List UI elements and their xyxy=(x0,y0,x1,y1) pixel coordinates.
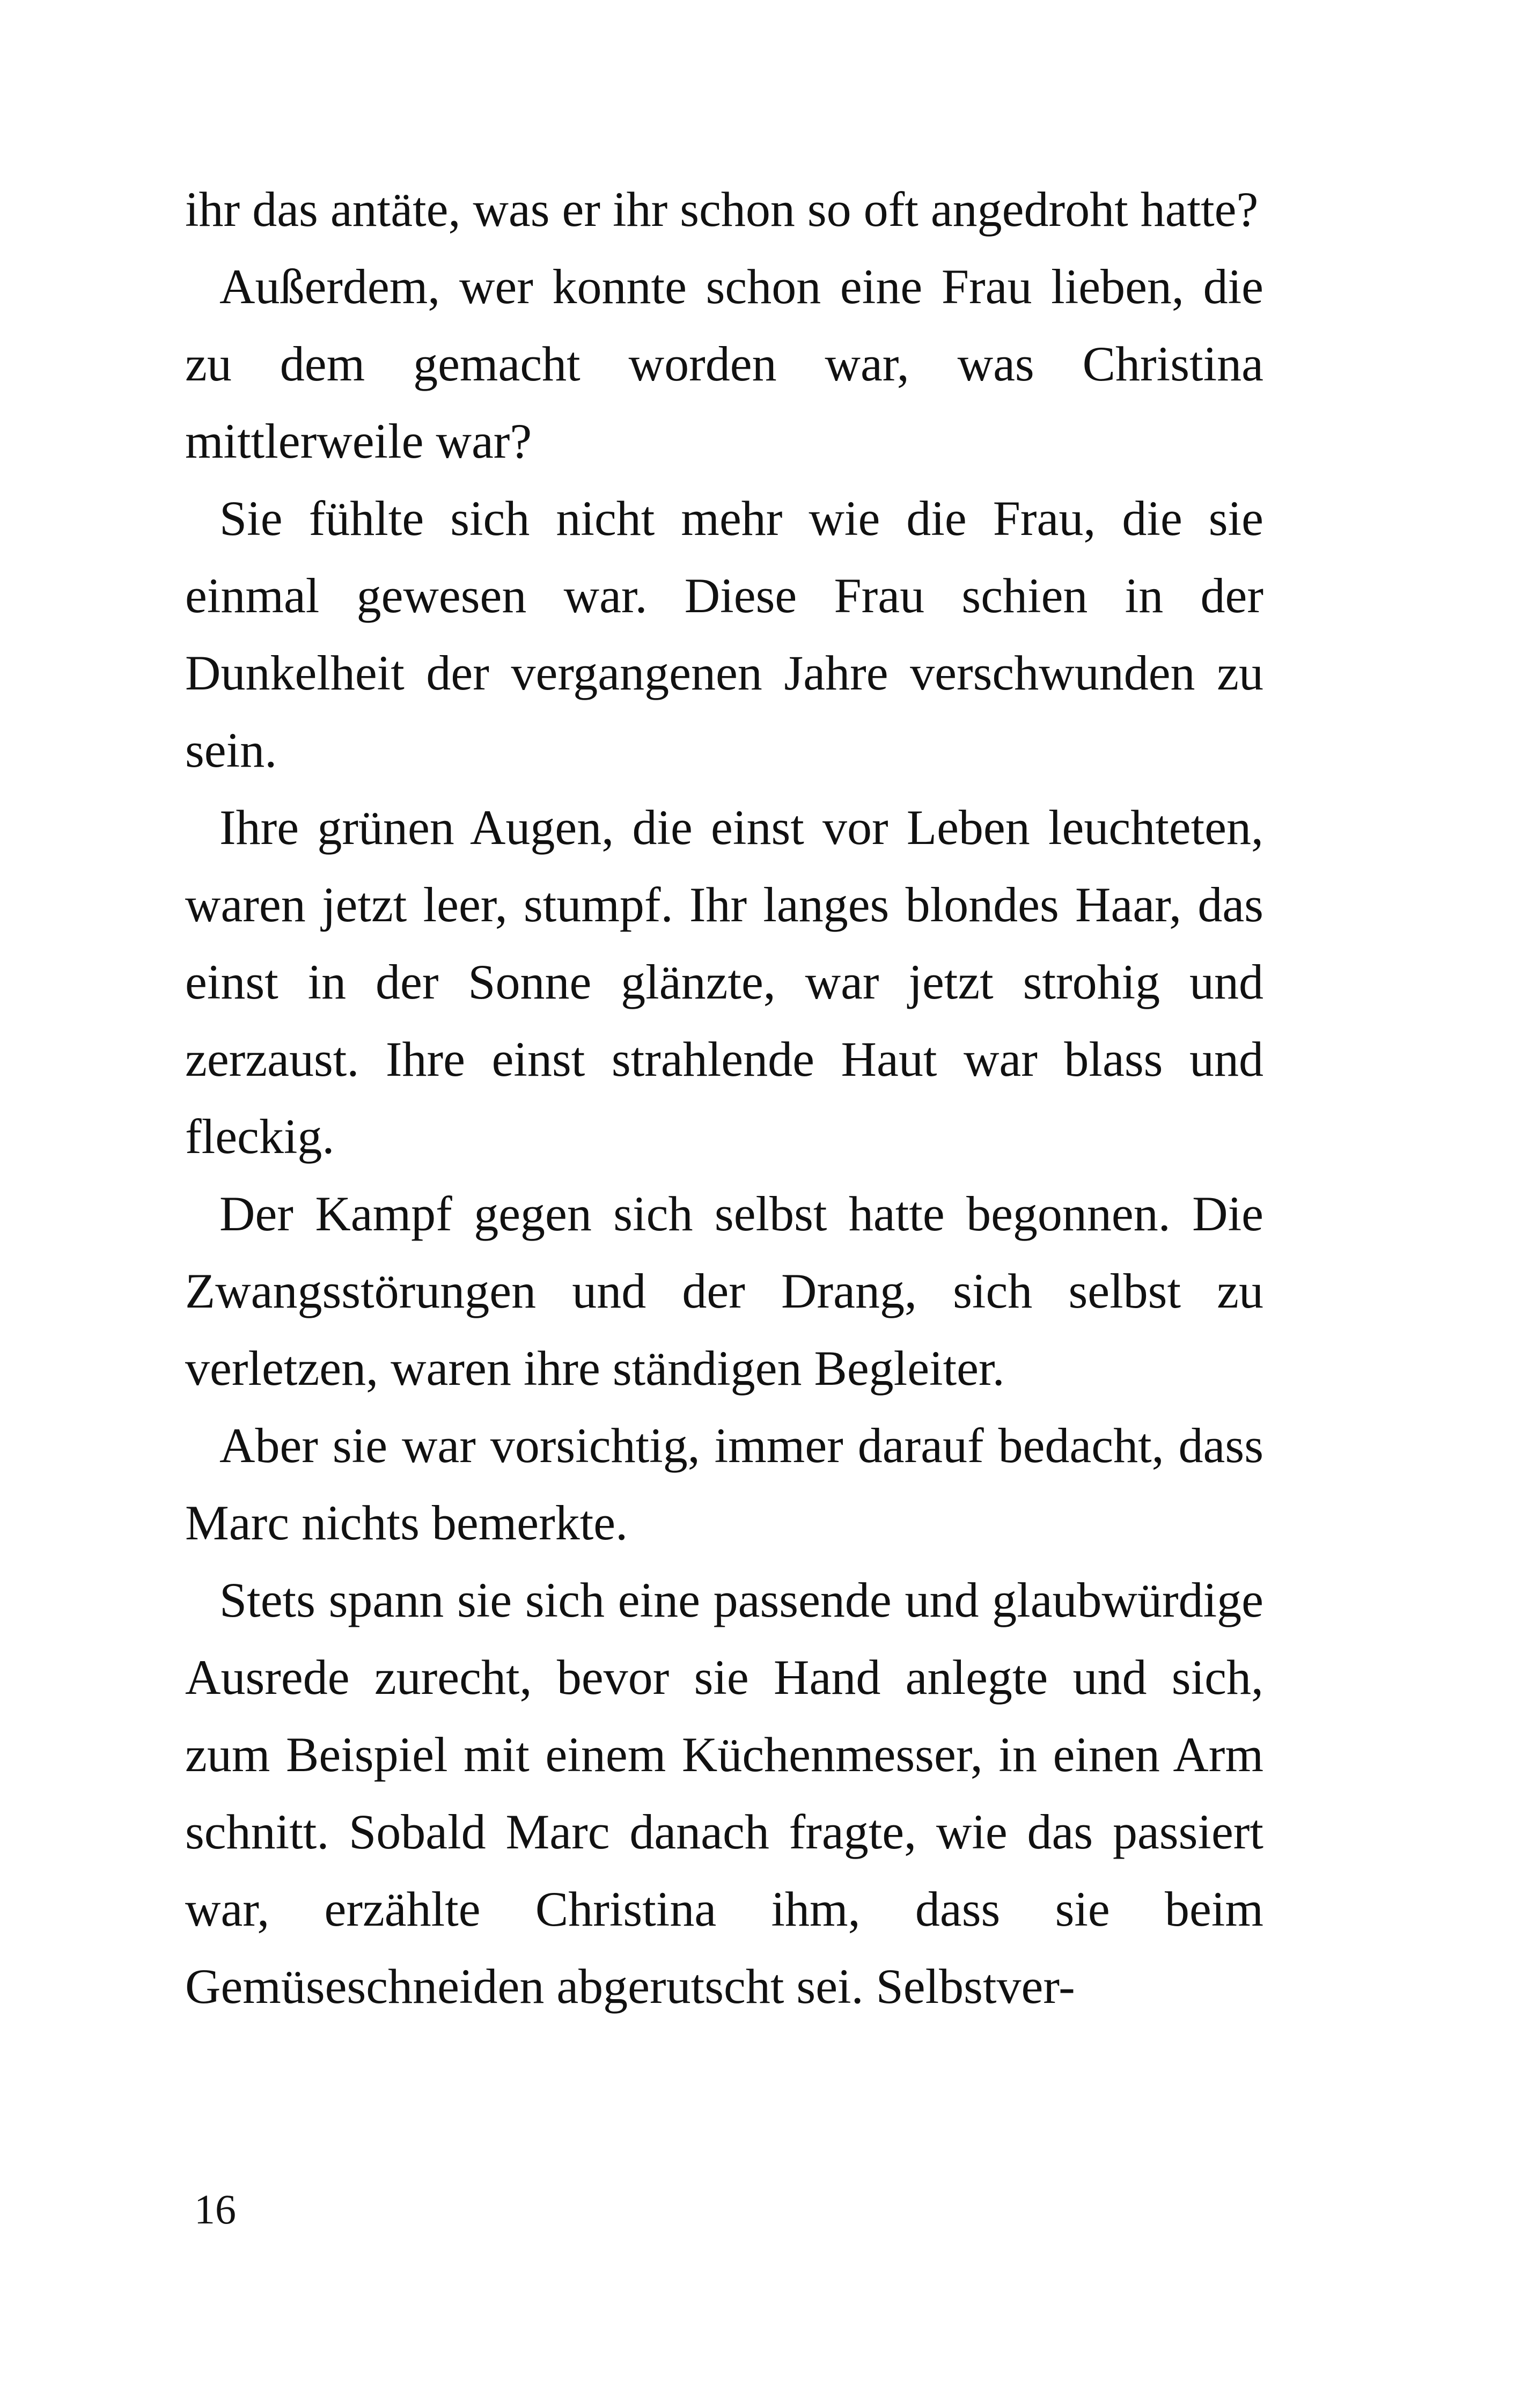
paragraph-7: Stets spann sie sich eine passende und glaubwürdige Ausrede zurecht, bevor sie Hand anlegte und sich, zum Beispiel mit einem Küchenmesser, in einen Arm schnitt. Sobald Marc danach fragte, wie das passiert war, erzählte Christina ihm, dass sie beim Gemüseschneiden abgerutscht sei. Selbstver- xyxy=(185,1573,1263,2014)
body-text xyxy=(185,171,1263,2025)
paragraph-1: ihr das antäte, was er ihr schon so oft angedroht hatte? xyxy=(185,182,1259,237)
paragraph-3: Sie fühlte sich nicht mehr wie die Frau, die sie einmal gewesen war. Diese Frau schien in der Dunkelheit der vergangenen Jahre verschwunden zu sein. xyxy=(185,491,1263,777)
paragraph-5: Der Kampf gegen sich selbst hatte begonnen. Die Zwangsstörungen und der Drang, sich selbst zu verletzen, waren ihre ständigen Begleiter. xyxy=(185,1186,1263,1396)
paragraph-4: Ihre grünen Augen, die einst vor Leben leuchteten, waren jetzt leer, stumpf. Ihr langes blondes Haar, das einst in der Sonne glänzte, war jetzt strohig und zerzaust. Ihre einst strahlende Haut war blass und fleckig. xyxy=(185,800,1263,1164)
page-number: 16 xyxy=(194,2186,236,2233)
paragraph-2: Außerdem, wer konnte schon eine Frau lieben, die zu dem gemacht worden war, was Christina mittlerweile war? xyxy=(185,259,1263,468)
paragraph-6: Aber sie war vorsichtig, immer darauf bedacht, dass Marc nichts bemerkte. xyxy=(185,1418,1263,1550)
